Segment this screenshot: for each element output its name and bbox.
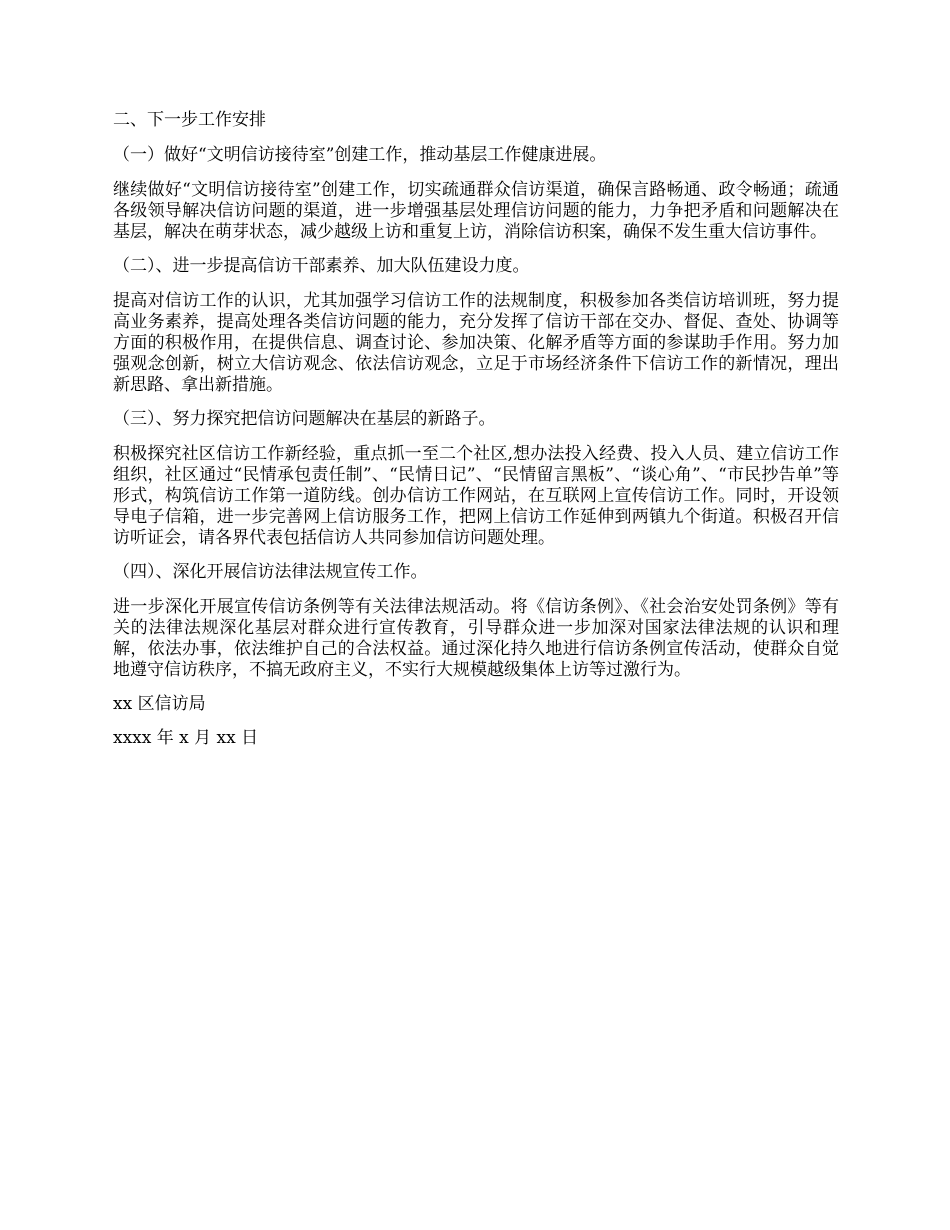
subsection-1-body: 继续做好“文明信访接待室”创建工作，切实疏通群众信访渠道，确保言路畅通、政令畅通；疏通各级领导解决信访问题的渠道，进一步增强基层处理信访问题的能力，力争把矛盾和问题解决在基层，解决在萌芽状态，减少越级上访和重复上访，消除信访积案，确保不发生重大信访事件。 bbox=[113, 180, 839, 242]
section-title: 二、下一步工作安排 bbox=[113, 110, 266, 130]
subsection-2-body: 提高对信访工作的认识，尤其加强学习信访工作的法规制度，积极参加各类信访培训班，努力提高业务素养，提高处理各类信访问题的能力，充分发挥了信访干部在交办、督促、查处、协调等方面的积极作用，在提供信息、调查讨论、参加决策、化解矛盾等方面的参谋助手作用。努力加强观念创新，树立大信访观念、依法信访观念，立足于市场经济条件下信访工作的新情况，理出新思路、拿出新措施。 bbox=[113, 291, 839, 395]
signature-organization: xx 区信访局 bbox=[113, 694, 206, 714]
subsection-2-heading: （二）、进一步提高信访干部素养、加大队伍建设力度。 bbox=[113, 256, 530, 276]
subsection-3-heading: （三）、努力探究把信访问题解决在基层的新路子。 bbox=[113, 409, 496, 429]
subsection-4-body: 进一步深化开展宣传信访条例等有关法律法规活动。将《信访条例》、《社会治安处罚条例》等有关的法律法规深化基层对群众进行宣传教育，引导群众进一步加深对国家法律法规的认识和理解，依法办事，依法维护自己的合法权益。通过深化持久地进行信访条例宣传活动，使群众自觉地遵守信访秩序，不搞无政府主义，不实行大规模越级集体上访等过激行为。 bbox=[113, 597, 839, 680]
signature-date: xxxx 年 x 月 xx 日 bbox=[113, 728, 259, 748]
document-page bbox=[113, 110, 839, 762]
subsection-1-heading: （一）做好“文明信访接待室”创建工作，推动基层工作健康进展。 bbox=[113, 145, 607, 165]
subsection-3-body: 积极探究社区信访工作新经验，重点抓一至二个社区,想办法投入经费、投入人员、建立信访工作组织，社区通过“民情承包责任制”、“民情日记”、“民情留言黑板”、“谈心角”、“市民抄告单”等形式，构筑信访工作第一道防线。创办信访工作网站，在互联网上宣传信访工作。同时，开设领导电子信箱，进一步完善网上信访服务工作，把网上信访工作延伸到两镇九个街道。积极召开信访听证会，请各界代表包括信访人共同参加信访问题处理。 bbox=[113, 444, 839, 548]
subsection-4-heading: （四）、深化开展信访法律法规宣传工作。 bbox=[113, 562, 428, 582]
